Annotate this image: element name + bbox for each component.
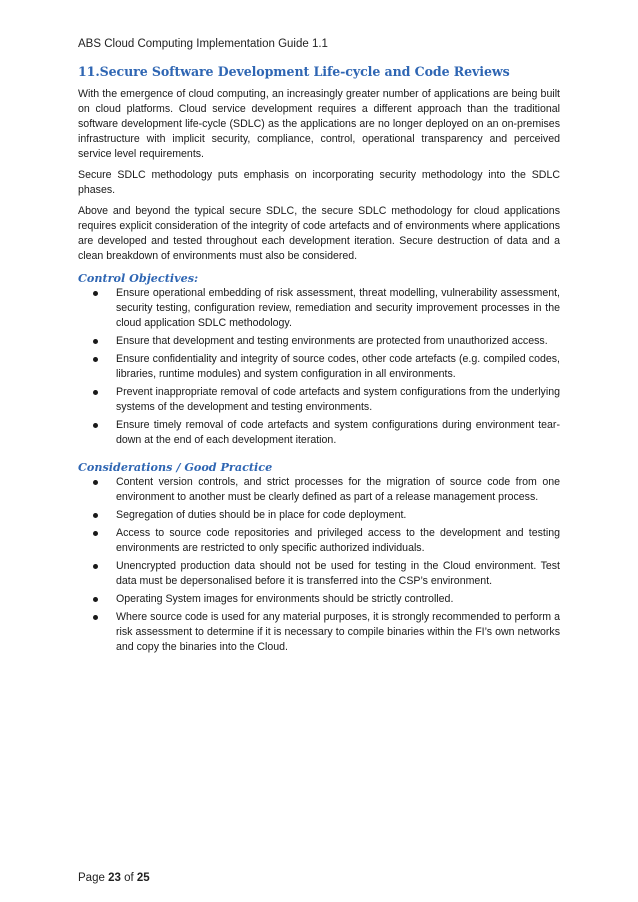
list-item (78, 508, 560, 523)
beyond-paragraph: Above and beyond the typical secure SDLC, the secure SDLC methodology for cloud applications requires explicit consideration of the integrity of code artefacts and of environments where applications are developed and tested throughout each development iteration. Secure destruction of data and a clean breakdown of environments must also be considered. (78, 205, 560, 262)
section-number: 11. (78, 64, 100, 79)
control-objectives-heading: Control Objectives: (78, 271, 199, 285)
list-item (78, 475, 560, 505)
intro-paragraph: With the emergence of cloud computing, an increasingly greater number of applications are being built on cloud platforms. Cloud service development requires a different approach than the traditional software development life-cycle (SDLC) as the applications are no longer deployed on an on-premises infrastructure with implicit security, compliance, control, operational transparency and perceived service level requirements. (78, 88, 560, 160)
list-item (78, 334, 560, 349)
bullet-icon (93, 291, 98, 296)
list-item-text: Ensure that development and testing environments are protected from unauthorized access. (116, 335, 548, 347)
list-item (78, 592, 560, 607)
list-item (78, 352, 560, 382)
list-item (78, 385, 560, 415)
list-item (78, 418, 560, 448)
list-item-text: Prevent inappropriate removal of code artefacts and system configurations from the underlying systems of the development and testing environments. (116, 386, 560, 413)
list-item (78, 610, 560, 655)
bullet-icon (93, 597, 98, 602)
list-item (78, 526, 560, 556)
section-title (78, 64, 560, 79)
bullet-icon (93, 390, 98, 395)
bullet-icon (93, 480, 98, 485)
main-content (78, 64, 560, 658)
page-footer (78, 872, 150, 884)
bullet-icon (93, 423, 98, 428)
page-label: Page (78, 872, 105, 884)
list-item-text: Ensure timely removal of code artefacts and system configurations during environment tear-down at the end of each development iteration. (116, 419, 560, 446)
list-item-text: Content version controls, and strict processes for the migration of source code from one environment to another must be clearly defined as part of a release management process. (116, 476, 560, 503)
list-item-text: Operating System images for environments should be strictly controlled. (116, 593, 454, 605)
list-item-text: Unencrypted production data should not be used for testing in the Cloud environment. Test data must be depersonalised before it is transferred into the CSP’s environment. (116, 560, 560, 587)
list-item (78, 286, 560, 331)
bullet-icon (93, 564, 98, 569)
considerations-list (78, 475, 560, 655)
list-item-text: Where source code is used for any material purposes, it is strongly recommended to perform a risk assessment to determine if it is necessary to compile binaries within the FI’s own networks and copy the binaries into the Cloud. (116, 611, 560, 653)
page-number: 23 (108, 872, 121, 884)
bullet-icon (93, 339, 98, 344)
sdlc-paragraph: Secure SDLC methodology puts emphasis on incorporating security methodology into the SDLC phases. (78, 169, 560, 196)
list-item-text: Segregation of duties should be in place for code deployment. (116, 509, 407, 521)
of-label: of (124, 872, 134, 884)
total-pages: 25 (136, 872, 150, 884)
bullet-icon (93, 513, 98, 518)
control-objectives-list (78, 286, 560, 448)
list-item (78, 559, 560, 589)
section-title-text: Secure Software Development Life-cycle and Code Reviews (99, 64, 510, 79)
bullet-icon (93, 615, 98, 620)
bullet-icon (93, 531, 98, 536)
considerations-heading: Considerations / Good Practice (78, 460, 273, 474)
list-item-text: Ensure operational embedding of risk assessment, threat modelling, vulnerability assessment, security testing, configuration review, remediation and security improvement processes in the cloud application SDLC methodology. (116, 287, 560, 329)
running-header: ABS Cloud Computing Implementation Guide 1.1 (78, 38, 328, 50)
list-item-text: Ensure confidentiality and integrity of source codes, other code artefacts (e.g. compiled codes, libraries, runtime modules) and system configuration in all environments. (116, 353, 560, 380)
bullet-icon (93, 357, 98, 362)
list-item-text: Access to source code repositories and privileged access to the development and testing environments are restricted to only specific authorized individuals. (116, 527, 560, 554)
